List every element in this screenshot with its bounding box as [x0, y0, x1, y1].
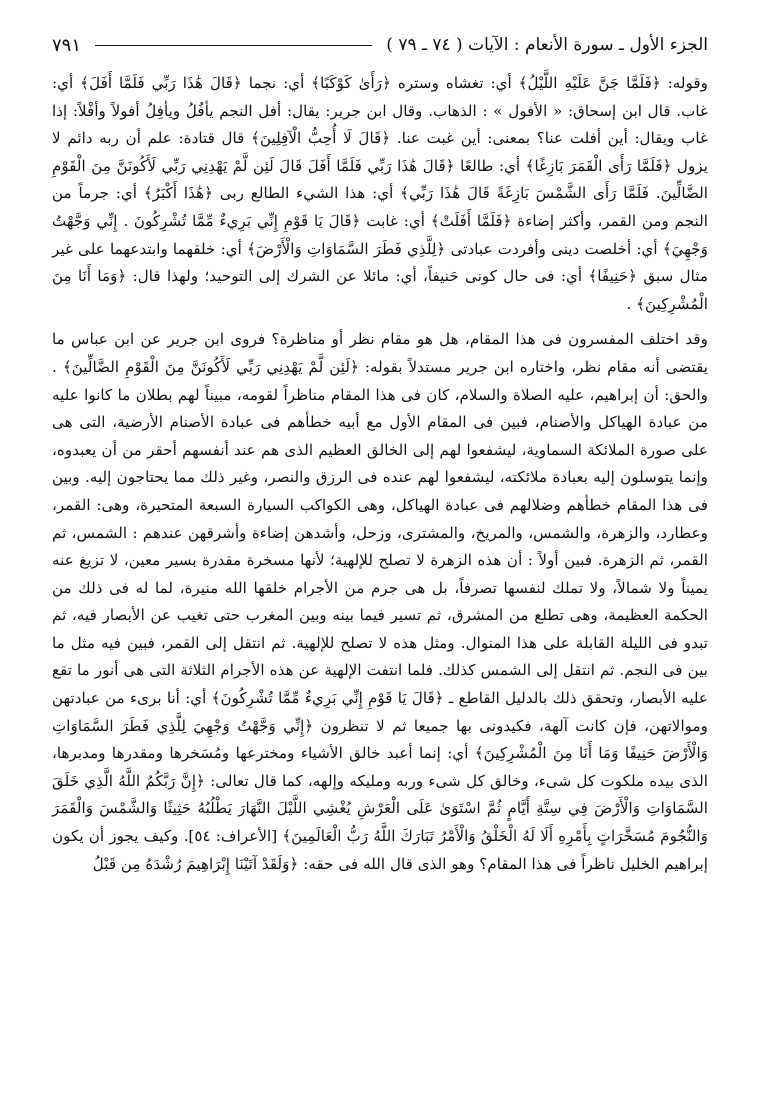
paragraph-2: وقد اختلف المفسرون فى هذا المقام، هل هو مقام نظر أو مناظرة؟ فروى ابن جرير عن ابن عباس ما يقتضى أنه مقام نظر، واختاره ابن جرير مستدلاً بقوله: ﴿لَئِن لَّمْ يَهْدِنِي رَبِّي لَأَكُونَنَّ مِنَ الْقَوْمِ الضَّالِّينَ﴾ . والحق: أن إبراهيم، عليه الصلاة والسلام، كان فى هذا المقام مناظراً لقومه، مبيناً لهم بطلان ما كانوا عليه من عبادة الهياكل والأصنام، فبين فى المقام الأول مع أبيه خطأهم فى عبادة الأصنام الأرضية، التى هى على صورة الملائكة السماوية، ليشفعوا لهم إلى الخالق العظيم الذى هم عند أنفسهم أحقر من أن يعبدوه، وإنما يتوسلون إليه بعبادة ملائكته، ليشفعوا لهم عنده فى الرزق والنصر، وغير ذلك مما يحتاجون إليه. وبين فى هذا المقام خطأهم وضلالهم فى عبادة الهياكل، وهى الكواكب السيارة السبعة المتحيرة، وهى: القمر، وعطارد، والزهرة، والشمس، والمريخ، والمشترى، وزحل، وأشدهن إضاءة وأشرقهن عندهم : الشمس، ثم القمر، ثم الزهرة. فبين أولاً : أن هذه الزهرة لا تصلح للإلهية؛ لأنها مسخرة مقدرة بسير معين، لا تزيغ عنه يميناً ولا شمالاً، ولا تملك لنفسها تصرفاً، بل هى جرم من الأجرام خلقها الله منيرة، لما له فى ذلك من الحكمة العظيمة، وهى تطلع من المشرق، ثم تسير فيما بينه وبين المغرب حتى تغيب عن الأبصار فيه، ثم تبدو فى الليلة القابلة على هذا المنوال. ومثل هذه لا تصلح للإلهية. ثم انتقل إلى القمر، فبين فيه مثل ما بين فى النجم. ثم انتقل إلى الشمس كذلك. فلما انتفت الإلهية عن هذه الأجرام الثلاثة التى هى أنور ما تقع عليه الأبصار، وتحقق ذلك بالدليل القاطع ـ ﴿قَالَ يَا قَوْمِ إِنِّي بَرِيءٌ مِّمَّا تُشْرِكُونَ﴾ أي: أنا برىء من عبادتهن وموالاتهن، فإن كانت آلهة، فكيدونى بها جميعا ثم لا تنظرون ﴿إِنِّي وَجَّهْتُ وَجْهِيَ لِلَّذِي فَطَرَ السَّمَاوَاتِ وَالْأَرْضَ حَنِيفًا وَمَا أَنَا مِنَ الْمُشْرِكِينَ﴾ أي: إنما أعبد خالق الأشياء ومخترعها ومُسَخرها ومقدرها ومدبرها، الذى بيده ملكوت كل شىء، وخالق كل شىء وربه ومليكه وإلهه، كما قال تعالى: ﴿إِنَّ رَبَّكُمُ اللَّهُ الَّذِي خَلَقَ السَّمَاوَاتِ وَالْأَرْضَ فِي سِتَّةِ أَيَّامٍ ثُمَّ اسْتَوَىٰ عَلَى الْعَرْشِ يُغْشِي اللَّيْلَ النَّهَارَ يَطْلُبُهُ حَثِيثًا وَالشَّمْسَ وَالْقَمَرَ وَالنُّجُومَ مُسَخَّرَاتٍ بِأَمْرِهِ أَلَا لَهُ الْخَلْقُ وَالْأَمْرُ تَبَارَكَ اللَّهُ رَبُّ الْعَالَمِينَ﴾ [الأعراف: ٥٤]. وكيف يجوز أن يكون إبراهيم الخليل ناظراً فى هذا المقام؟ وهو الذى قال الله فى حقه: ﴿وَلَقَدْ آتَيْنَا إِبْرَاهِيمَ رُشْدَهُ مِن قَبْلُ	[52, 330, 708, 873]
running-title: الجزء الأول ـ سورة الأنعام : الآيات ( ٧٤ ـ ٧٩ )	[386, 35, 708, 55]
header-rule	[95, 45, 372, 46]
paragraph-1: وقوله: ﴿فَلَمَّا جَنَّ عَلَيْهِ اللَّيْلُ﴾ أي: تغشاه وستره ﴿رَأَىٰ كَوْكَبًا﴾ أي: نجما ﴿قَالَ هَٰذَا رَبِّي فَلَمَّا أَفَلَ﴾ أي: غاب. قال ابن إسحاق: « الأفول » : الذهاب. وقال ابن جرير: يقال: أفل النجم يأفُلُ ويأفِلُ أفولاً وأفْلاً: إذا غاب ويقال: أين أفلت عنا؟ بمعنى: أين غبت عنا. ﴿قَالَ لَا أُحِبُّ الْآفِلِينَ﴾ قال قتادة: علم أن ربه دائم لا يزول ﴿فَلَمَّا رَأَى الْقَمَرَ بَازِغًا﴾ أي: طالعًا ﴿قَالَ هَٰذَا رَبِّي فَلَمَّا أَفَلَ قَالَ لَئِن لَّمْ يَهْدِنِي رَبِّي لَأَكُونَنَّ مِنَ الْقَوْمِ الضَّالِّينَ. فَلَمَّا رَأَى الشَّمْسَ بَازِغَةً قَالَ هَٰذَا رَبِّي﴾ أي: هذا الشيء الطالع ربى ﴿هَٰذَا أَكْبَرُ﴾ أي: جرماً من النجم ومن القمر، وأكثر إضاءة ﴿فَلَمَّا أَفَلَتْ﴾ أي: غابت ﴿قَالَ يَا قَوْمِ إِنِّي بَرِيءٌ مِّمَّا تُشْرِكُونَ . إِنِّي وَجَّهْتُ وَجْهِيَ﴾ أي: أخلصت دينى وأفردت عبادتى ﴿لِلَّذِي فَطَرَ السَّمَاوَاتِ وَالْأَرْضَ﴾ أي: خلقهما وابتدعهما على غير مثال سبق ﴿حَنِيفًا﴾ أي: فى حال كونى حَنيفاً، أي: مائلا عن الشرك إلى التوحيد؛ ولهذا قال: ﴿وَمَا أَنَا مِنَ الْمُشْرِكِينَ﴾ .	[52, 74, 708, 313]
page-number: ٧٩١	[52, 34, 82, 56]
body-text	[52, 70, 708, 878]
page-header	[52, 30, 708, 60]
